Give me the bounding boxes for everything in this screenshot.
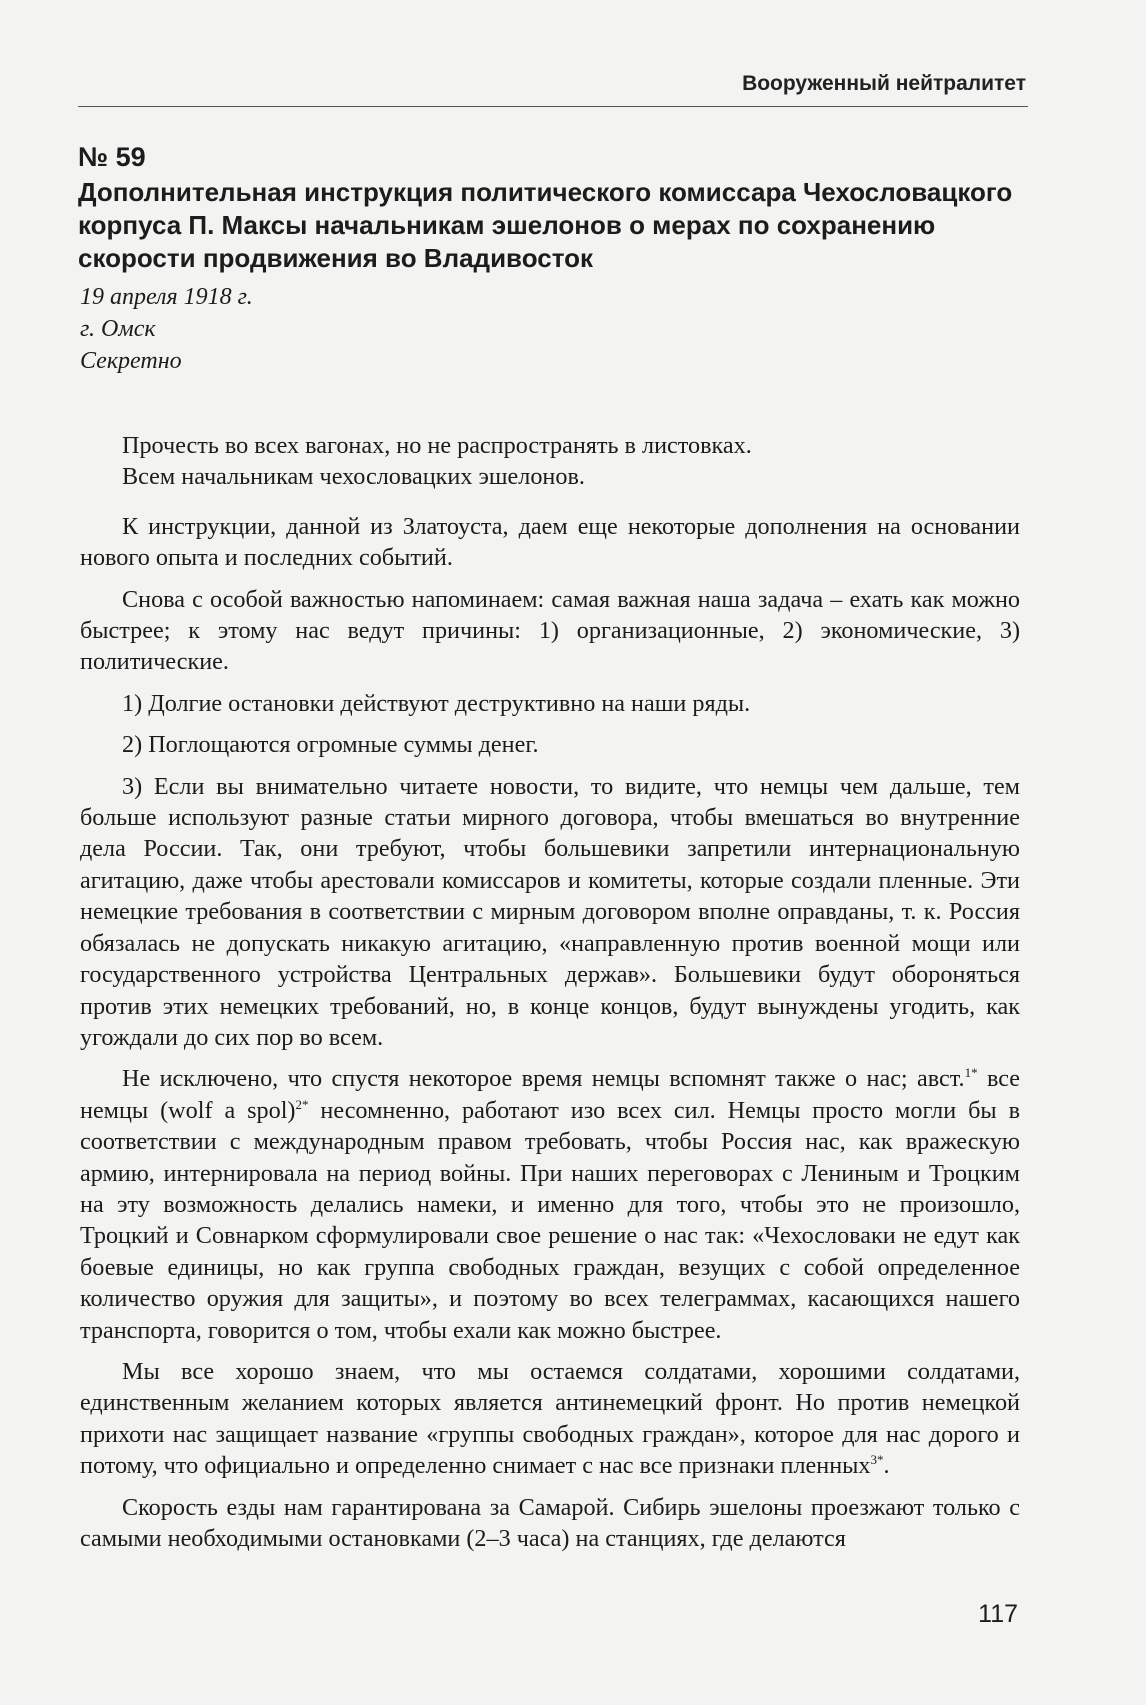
paragraph-soldiers: Мы все хорошо знаем, что мы остаемся солдатами, хорошими солдатами, единственным желанием которых является антинемецкий фронт. Но против немецкой прихоти нас защищает название «группы свободных граждан», которое для нас дорого и потому, что официально и определенно снимает с нас все признаки пленных$^{3*}$. (80, 1357, 1020, 1480)
running-head: Вооруженный нейтралитет (742, 72, 1026, 95)
paragraph-reason-3: 3) Если вы внимательно читаете новости, то видите, что немцы чем дальше, тем больше используют разные статьи мирного договора, чтобы вмешаться во внутренние дела России. Так, они требуют, чтобы большевики запретили интернациональную агитацию, даже чтобы арестовали комиссаров и комитеты, которые создали пленные. Эти немецкие требования в соответствии с мирным договором вполне оправданы, т. к. Россия обязалась не допускать никакую агитацию, «направленную против военной мощи или государственного устройства Центральных держав». Большевики будут обороняться против этих немецких требований, но, в конце концов, будут вынуждены угодить, как угождали до сих пор во всем. (80, 772, 1020, 1051)
paragraph-reason-2: 2) Поглощаются огромные суммы денег. (122, 731, 539, 759)
body-text (80, 430, 1020, 1554)
paragraph-reason-1: 1) Долгие остановки действуют деструктивно на наши ряды. (122, 689, 751, 717)
header-rule (78, 106, 1028, 107)
footnote-ref-1: 1* (964, 1065, 978, 1081)
document-title: Дополнительная инструкция политического комиссара Чехословацкого корпуса П. Максы начальникам эшелонов о мерах по сохранению скорости продвижения во Владивосток (78, 177, 1013, 273)
paragraph-speed: Скорость езды нам гарантирована за Самарой. Сибирь эшелоны проезжают только с самыми необходимыми остановками (2–3 часа) на станциях, где делаются (80, 1493, 1020, 1552)
document-classification: Секретно (80, 348, 182, 374)
footnote-ref-2: 2* (295, 1096, 309, 1112)
paragraph-intro: К инструкции, данной из Златоуста, даем еще некоторые дополнения на основании нового опыта и последних событий. (80, 512, 1020, 572)
document-date: 19 апреля 1918 г. (80, 284, 253, 310)
document-place: г. Омск (80, 316, 156, 342)
page-number: 117 (978, 1600, 1018, 1628)
paragraph-germans: Не исключено, что спустя некоторое время немцы вспомнят также о нас; авст.$^{1*}$ все немцы (wolf a spol)$^{2*}$ несомненно, работают изо всех сил. Немцы просто могли бы в соответствии с международным правом требовать, чтобы Россия нас, как вражескую армию, интернировала на период войны. При наших переговорах с Лениным и Троцким на эту возможность делались намеки, и именно для того, чтобы это не произошло, Троцкий и Совнарком сформулировали свое решение о нас так: «Чехословаки не едут как боевые единицы, но как группа свободных граждан, везущих с собой определенное количество оружия для защиты», и поэтому во всех телеграммах, касающихся нашего транспорта, говорится о том, чтобы ехали как можно быстрее. (80, 1065, 1020, 1344)
document-number: № 59 (78, 142, 146, 172)
paragraph-reasons: Снова с особой важностью напоминаем: самая важная наша задача – ехать как можно быстрее; к этому нас ведут причины: 1) организационные, 2) экономические, 3) политические. (80, 585, 1020, 676)
paragraph-reading-note: Прочесть во всех вагонах, но не распространять в листовках. (122, 432, 752, 459)
paragraph-addressee: Всем начальникам чехословацких эшелонов. (122, 463, 585, 491)
footnote-ref-3: 3* (870, 1452, 884, 1468)
